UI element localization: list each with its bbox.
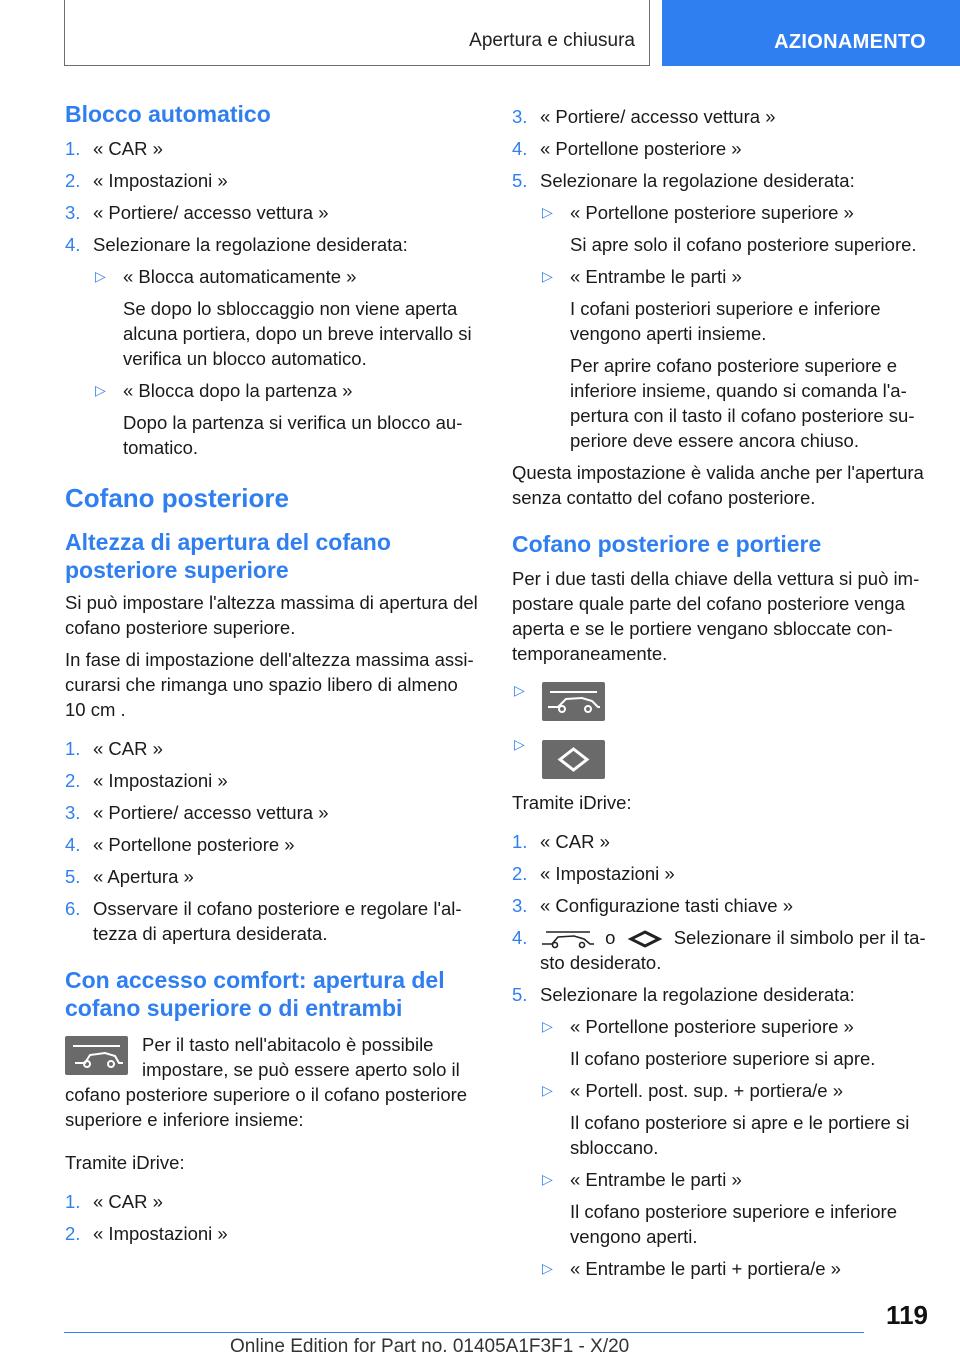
sub-option-entrambe: ▷ « Entrambe le parti » [542, 266, 742, 287]
sub-option-text: Se dopo lo sbloccaggio non viene aperta alcuna portiera, dopo un breve intervallo si verifica un blocco automatico. [123, 298, 472, 369]
heading-cofano-posteriore: Cofano posteriore [65, 483, 289, 513]
tramite-label: Tramite iDrive: [65, 1152, 185, 1173]
sub-option-blocca-auto: ▷ « Blocca automaticamente » [95, 266, 357, 287]
list-item: 1. « CAR » [65, 1191, 163, 1212]
list-item: 1. « CAR » [65, 138, 163, 159]
heading-accesso-comfort: Con accesso comfort: apertura del cofano superiore o di entrambi [65, 967, 445, 1021]
header-bar [64, 0, 650, 66]
sub-option-text: I cofani posteriori superiore e inferiore vengono aperti insieme. [570, 298, 881, 344]
triangle-bullet-icon: ▷ [542, 268, 553, 284]
list-item: 4. « Portellone posteriore » [512, 138, 742, 159]
list-item: 5. « Apertura » [65, 866, 194, 887]
sub-option-portell-portiere: ▷ « Portell. post. sup. + portiera/e » [542, 1080, 844, 1101]
comfort-steps [65, 1189, 481, 1246]
paragraph: Per i due tasti della chiave della vettura si può impostare quale parte del cofano posteriore venga aperta e se le portiere vengano sbloccate contemporaneamente. [512, 568, 920, 664]
list-item: 4. Selezionare la regolazione desiderata: [65, 234, 408, 255]
sub-option-text: Dopo la partenza si verifica un blocco automatico. [123, 412, 463, 458]
key-config-steps [512, 829, 932, 1007]
triangle-bullet-icon: ▷ [542, 1018, 553, 1034]
list-item: 4. « Portellone posteriore » [65, 834, 295, 855]
heading-altezza-apertura: Altezza di apertura del cofano posteriore superiore [65, 529, 391, 583]
trunk-button-icon [65, 1036, 128, 1075]
list-item: 6. Osservare il cofano posteriore e regolare l'altezza di apertura desiderata. [65, 898, 462, 944]
list-item: 5. Selezionare la regolazione desiderata: [512, 170, 855, 191]
sub-option-text: Il cofano posteriore si apre e le portiere si sbloccano. [570, 1112, 910, 1158]
tramite-label: Tramite iDrive: [512, 792, 632, 813]
diamond-symbol-icon [625, 929, 665, 949]
list-item: 3. « Configurazione tasti chiave » [512, 895, 793, 916]
car-trunk-key-icon [542, 682, 605, 721]
comfort-paragraph: Per il tasto nell'abitacolo è possibile impostare, se può essere aperto solo il cofano posteriore superiore o il cofano posteriore superiore e inferiore insieme: [65, 1034, 468, 1130]
key-option-trunk [512, 678, 932, 722]
list-item: 2. « Impostazioni » [65, 1223, 228, 1244]
diamond-key-icon [542, 740, 605, 779]
list-item: 5. Selezionare la regolazione desiderata: [512, 984, 855, 1005]
car-trunk-symbol-icon [540, 929, 596, 949]
sub-option-entrambe: ▷ « Entrambe le parti » [542, 1169, 742, 1190]
blocco-steps [65, 136, 481, 257]
list-item: 2. « Impostazioni » [512, 863, 675, 884]
triangle-bullet-icon: ▷ [542, 1260, 553, 1276]
list-item: 2. « Impostazioni » [65, 170, 228, 191]
note-paragraph: Questa impostazione è valida anche per l'apertura senza contatto del cofano posteriore. [512, 462, 924, 508]
sub-option-text: Per aprire cofano posteriore superiore e inferiore insieme, quando si comanda l'apertura con il tasto il cofano posteriore superiore deve essere ancora chiuso. [570, 355, 915, 451]
sub-option-portellone-sup: ▷ « Portellone posteriore superiore » [542, 1016, 854, 1037]
triangle-bullet-icon: ▷ [514, 736, 525, 752]
paragraph: In fase di impostazione dell'altezza massima assicurarsi che rimanga uno spazio libero di almeno 10 cm . [65, 649, 474, 720]
triangle-bullet-icon: ▷ [514, 682, 525, 698]
key-option-diamond [512, 732, 932, 776]
right-column [512, 100, 932, 1288]
page-number: 119 [886, 1300, 928, 1330]
altezza-steps [65, 736, 481, 946]
chapter-tab-label: AZIONAMENTO [774, 31, 926, 53]
trunk-steps [512, 104, 932, 193]
list-item: 1. « CAR » [512, 831, 610, 852]
chapter-tab[interactable] [662, 0, 960, 66]
list-item: 4. o Selezionare il simbolo per il tasto desiderato. [512, 927, 926, 973]
sub-option-blocca-partenza: ▷ « Blocca dopo la partenza » [95, 380, 353, 401]
sub-option-portellone-sup: ▷ « Portellone posteriore superiore » [542, 202, 854, 223]
triangle-bullet-icon: ▷ [95, 382, 106, 398]
footer-divider [64, 1332, 864, 1333]
list-item: 2. « Impostazioni » [65, 770, 228, 791]
heading-blocco-automatico: Blocco automatico [65, 101, 271, 127]
sub-option-text: Si apre solo il cofano posteriore superiore. [570, 234, 917, 255]
list-item: 3. « Portiere/ accesso vettura » [65, 202, 329, 223]
sub-option-text: Il cofano posteriore superiore e inferiore vengono aperti. [570, 1201, 898, 1247]
left-column [65, 100, 481, 1253]
triangle-bullet-icon: ▷ [542, 1171, 553, 1187]
paragraph: Si può impostare l'altezza massima di apertura del cofano posteriore superiore. [65, 592, 478, 638]
sub-option-entrambe-portiere: ▷ « Entrambe le parti + portiera/e » [542, 1258, 841, 1279]
section-title: Apertura e chiusura [469, 30, 635, 51]
triangle-bullet-icon: ▷ [542, 1082, 553, 1098]
footer-edition-text: Online Edition for Part no. 01405A1F3F1 - X/20 [230, 1336, 630, 1357]
triangle-bullet-icon: ▷ [542, 204, 553, 220]
sub-option-text: Il cofano posteriore superiore si apre. [570, 1048, 876, 1069]
heading-cofano-portiere: Cofano posteriore e portiere [512, 531, 822, 557]
list-item: 3. « Portiere/ accesso vettura » [65, 802, 329, 823]
list-item: 1. « CAR » [65, 738, 163, 759]
list-item: 3. « Portiere/ accesso vettura » [512, 106, 776, 127]
triangle-bullet-icon: ▷ [95, 268, 106, 284]
